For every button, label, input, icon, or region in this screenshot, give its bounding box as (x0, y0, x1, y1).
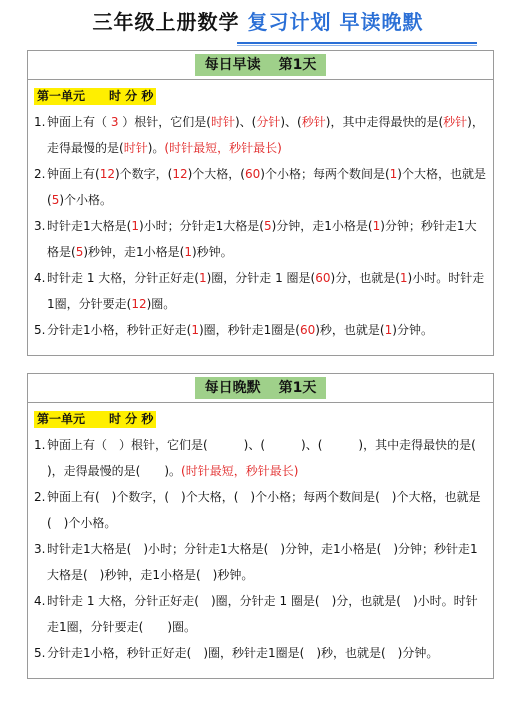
question-item (34, 265, 486, 317)
question-fragment: 时针走 1 大格，分针正好走( )圈，分针走 1 圈是( )分，也就是( )小时。时针走1圈，分针要走( )圈。 (47, 594, 478, 634)
question-item (34, 536, 486, 588)
answer-text: 1 (372, 219, 381, 233)
question-fragment: )秒钟。 (191, 245, 233, 259)
question-fragment: )个小格。 (59, 193, 113, 207)
question-item (34, 432, 500, 484)
question-fragment: 钟面上有( )个数字，( )个大格，( )个小格；每两个数间是( )个大格，也就是( )个小格。 (47, 490, 481, 530)
question-fragment: ）根针，它们是( (118, 115, 211, 129)
answer-text: 1 (131, 219, 139, 233)
answer-text: 5 (263, 219, 272, 233)
answer-text: 5 (51, 193, 60, 207)
card-header-title: 每日早读 (204, 57, 261, 73)
question-number: 4. (34, 594, 46, 608)
question-number: 1. (34, 438, 46, 452)
question-text (47, 213, 486, 265)
question-fragment: )。 (147, 141, 165, 155)
page-title-grade: 三年级上册数学 (92, 10, 240, 34)
question-item (34, 484, 486, 536)
answer-text: 12 (131, 297, 147, 311)
question-number: 5. (34, 646, 46, 660)
question-number: 3. (34, 219, 46, 233)
question-fragment: )小时。时针走1圈，分针要走( (47, 271, 485, 311)
answer-text: 1 (399, 271, 408, 285)
unit-section-label: 第一单元 时 分 秒 (34, 411, 156, 428)
answer-text: 5 (75, 245, 84, 259)
card-header-title: 每日晚默 (204, 380, 261, 396)
question-text (47, 317, 486, 343)
question-fragment: )个大格，( (187, 167, 245, 181)
question-list (34, 432, 500, 666)
answer-text: 1 (184, 245, 192, 259)
answer-text: 12 (172, 167, 188, 181)
answer-text: 60 (299, 323, 316, 337)
question-fragment: )秒，也就是( (315, 323, 385, 337)
morning-reading-card (27, 50, 494, 356)
question-fragment: 钟面上有（ (47, 115, 111, 129)
question-text (47, 640, 486, 666)
card-header-day: 第1天 (278, 57, 317, 73)
card-header-tag (195, 377, 327, 399)
question-fragment: 钟面上有( (47, 167, 100, 181)
question-item (34, 640, 486, 666)
question-fragment: )个数字，( (114, 167, 173, 181)
question-fragment: )、( (234, 115, 257, 129)
page-title (0, 4, 516, 40)
answer-text: (时针最短，秒针最长) (164, 141, 282, 155)
page-title-plan: 复习计划 早读晚默 (247, 10, 424, 34)
answer-text: 分针 (256, 115, 281, 129)
question-list (34, 109, 486, 343)
question-text (47, 109, 486, 161)
answer-text: 1 (191, 323, 199, 337)
evening-dictation-card (27, 373, 500, 679)
question-fragment: )，走得最慢的是( (47, 115, 484, 155)
question-fragment: )，其中走得最快的是( (325, 115, 444, 129)
answer-text: 60 (245, 167, 261, 181)
answer-text: 秒针 (443, 115, 468, 129)
answer-text: (时针最短，秒针最长) (181, 464, 299, 478)
question-fragment: )个小格；每两个数间是( (260, 167, 390, 181)
question-fragment: )分钟。 (392, 323, 433, 337)
question-item (34, 213, 486, 265)
question-text (47, 265, 486, 317)
question-fragment: )秒钟，走1小格是( (83, 245, 185, 259)
question-text (47, 484, 486, 536)
question-fragment: )、( (280, 115, 302, 129)
question-number: 4. (34, 271, 46, 285)
unit-section-label: 第一单元 时 分 秒 (34, 88, 156, 105)
question-fragment: )圈，分针走 1 圈是( (206, 271, 316, 285)
question-number: 5. (34, 323, 46, 337)
question-text (47, 161, 486, 213)
card-header (28, 374, 493, 403)
question-number: 2. (34, 167, 46, 181)
answer-text: 时针 (123, 141, 148, 155)
answer-text: 1 (384, 323, 393, 337)
question-item (34, 161, 486, 213)
question-fragment: )小时；分针走1大格是( (138, 219, 264, 233)
question-fragment: )分钟，走1小格是( (271, 219, 373, 233)
answer-text: 秒针 (301, 115, 326, 129)
question-item (34, 588, 486, 640)
card-header-day: 第1天 (278, 380, 317, 396)
question-item (34, 109, 486, 161)
question-number: 1. (34, 115, 46, 129)
answer-text: 3 (110, 115, 119, 129)
answer-text: 时针 (210, 115, 235, 129)
answer-text: 60 (315, 271, 331, 285)
question-item (34, 317, 486, 343)
question-text (47, 536, 486, 588)
answer-text: 12 (99, 167, 115, 181)
question-text (47, 588, 486, 640)
question-fragment: )分，也就是( (330, 271, 400, 285)
answer-text: 1 (198, 271, 207, 285)
question-fragment: 时针走1大格是( (47, 219, 132, 233)
title-underline-thin (237, 45, 477, 46)
question-number: 2. (34, 490, 46, 504)
question-number: 3. (34, 542, 46, 556)
question-fragment: 分针走1小格，秒针正好走( (47, 323, 192, 337)
question-text (47, 432, 500, 484)
question-fragment: )圈。 (146, 297, 176, 311)
answer-text: 1 (389, 167, 398, 181)
question-fragment: 钟面上有（ ）根针，它们是( )、( )、( )，其中走得最快的是( )，走得最慢的是( )。 (47, 438, 500, 478)
question-fragment: 时针走1大格是( )小时；分针走1大格是( )分钟，走1小格是( )分钟；秒针走1大格是( )秒钟，走1小格是( )秒钟。 (47, 542, 478, 582)
question-fragment: 时针走 1 大格，分针正好走( (47, 271, 199, 285)
title-underline (237, 42, 477, 44)
question-fragment: )圈，秒针走1圈是( (198, 323, 300, 337)
card-header-tag (195, 54, 327, 76)
question-fragment: )分钟；秒针走1大格是( (47, 219, 477, 259)
question-fragment: )个大格，也就是( (47, 167, 486, 207)
question-fragment: 分针走1小格，秒针正好走( )圈，秒针走1圈是( )秒，也就是( )分钟。 (47, 646, 439, 660)
card-header (28, 51, 493, 80)
